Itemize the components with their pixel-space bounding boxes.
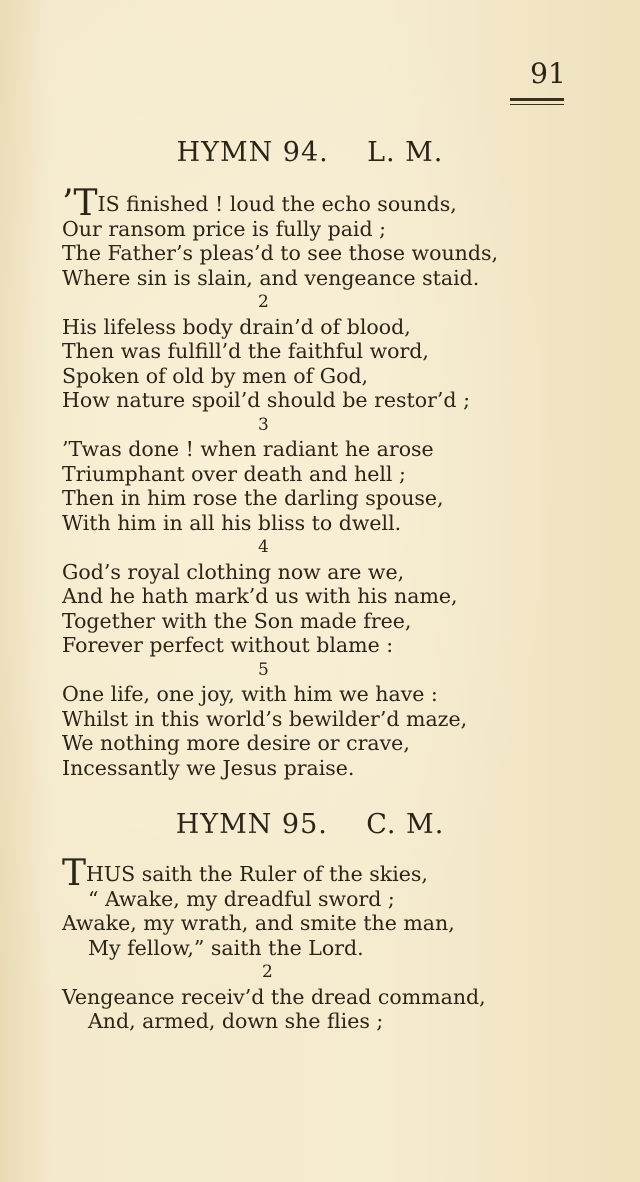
hymn-94-text — [62, 183, 532, 780]
verse-line: With him in all his bliss to dwell. — [62, 510, 402, 535]
verse-line-rest: IS finished ! loud the echo sounds, — [97, 192, 457, 216]
verse-line: The Father’s pleas’d to see those wounds, — [62, 241, 499, 265]
verse-line: Vengeance receiv’d the dread command, — [62, 984, 486, 1009]
verse-line: Where sin is slain, and vengeance staid. — [62, 265, 480, 290]
verse-line: Spoken of old by men of God, — [62, 363, 369, 388]
verse-number: 2 — [262, 962, 273, 982]
verse-line-rest: HUS saith the Ruler of the skies, — [86, 862, 428, 886]
page-number: 91 — [530, 57, 566, 90]
verse-line — [62, 853, 532, 894]
verse-line: His lifeless body drain’d of blood, — [62, 314, 411, 339]
drop-cap: T — [62, 853, 87, 894]
verse-line: Together with the Son made free, — [62, 608, 412, 633]
verse-line: Forever perfect without blame : — [62, 633, 394, 657]
verse-line: Our ransom price is fully paid ; — [62, 216, 387, 241]
verse-line: God’s royal clothing now are we, — [62, 559, 405, 584]
verse-line: And he hath mark’d us with his name, — [62, 584, 458, 608]
hymn-95-title: HYMN 95. C. M. — [175, 809, 445, 840]
verse-line: Awake, my wrath, and smite the man, — [62, 911, 455, 935]
verse-number: 4 — [258, 537, 269, 557]
verse-number: 5 — [258, 659, 269, 680]
verse-line: And, armed, down she flies ; — [88, 1009, 384, 1033]
verse-line: We nothing more desire or crave, — [62, 731, 410, 755]
verse-line — [62, 183, 532, 224]
verse-line: Incessantly we Jesus praise. — [62, 755, 355, 780]
verse-line: “ Awake, my dreadful sword ; — [88, 886, 395, 911]
verse-line: Whilst in this world’s bewilder’d maze, — [62, 706, 468, 731]
verse-number: 2 — [258, 292, 269, 312]
verse-line: One life, one joy, with him we have : — [62, 682, 438, 706]
hymn-95-text — [62, 853, 532, 1034]
verse-line: Then was fulfill’d the faithful word, — [62, 339, 429, 363]
verse-line: Then in him rose the darling spouse, — [62, 486, 444, 510]
drop-cap: ’T — [62, 183, 98, 224]
verse-number: 3 — [258, 414, 269, 435]
verse-line: My fellow,” saith the Lord. — [88, 935, 364, 960]
verse-line: How nature spoil’d should be restor’d ; — [62, 388, 470, 412]
header-rule-thin — [510, 104, 564, 105]
hymn-94-title: HYMN 94. L. M. — [176, 137, 444, 168]
verse-line: Triumphant over death and hell ; — [62, 461, 406, 486]
verse-line: ’Twas done ! when radiant he arose — [62, 437, 434, 461]
header-rule — [510, 98, 564, 101]
